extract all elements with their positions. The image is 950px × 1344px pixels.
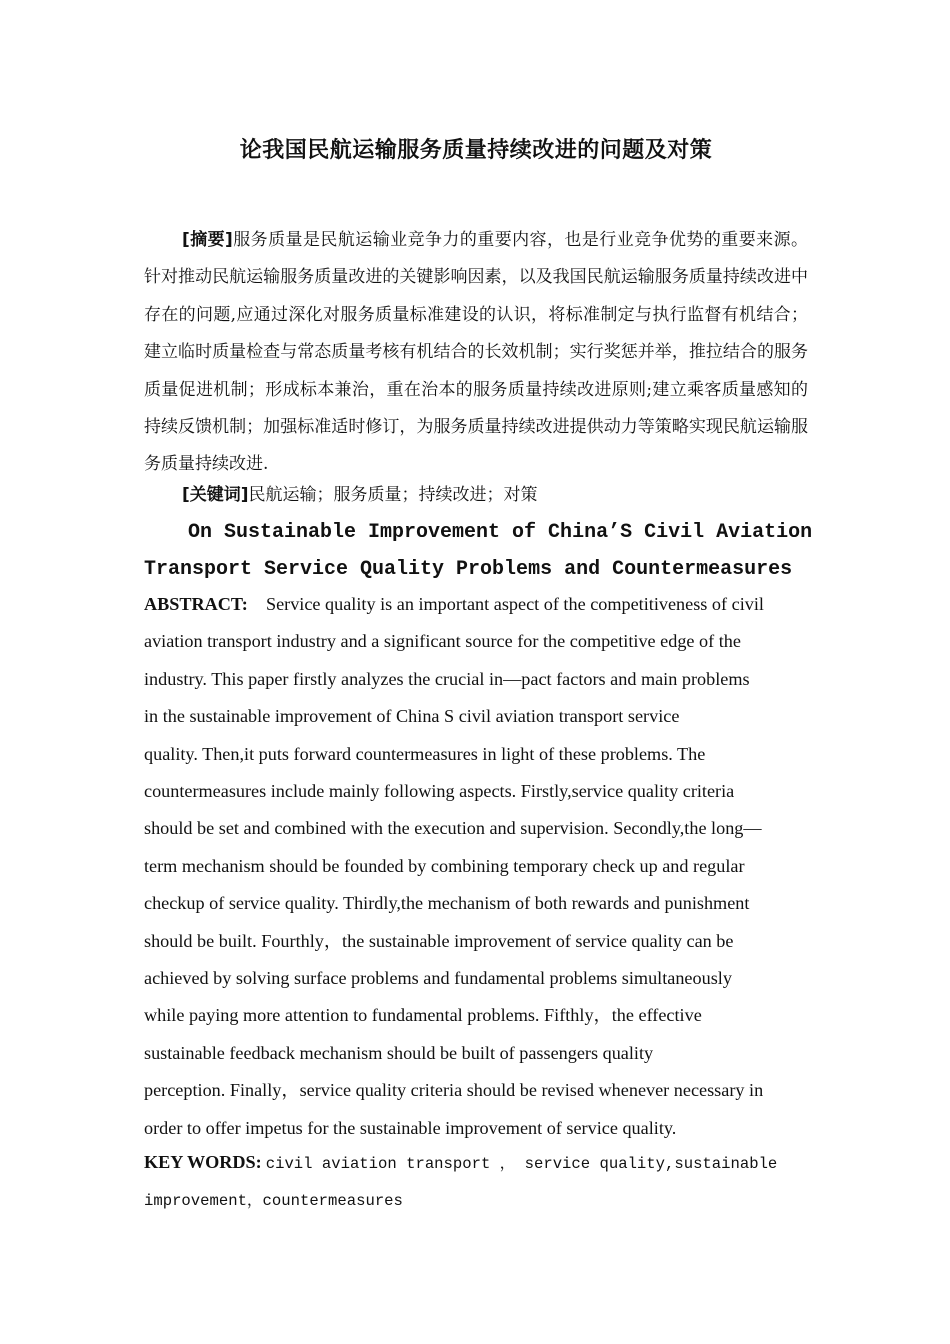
english-abstract-line: in the sustainable improvement of China S civil aviation transport service (144, 706, 680, 727)
english-abstract-line: checkup of service quality. Thirdly,the mechanism of both rewards and punishment (144, 893, 750, 914)
english-keywords (144, 1144, 808, 1221)
english-abstract-text: Service quality is an important aspect of the competitiveness of civil (265, 594, 764, 614)
english-abstract-line: sustainable feedback mechanism should be built of passengers quality (144, 1042, 654, 1063)
chinese-keywords (144, 477, 808, 514)
english-abstract-line: while paying more attention to fundamental problems. Fifthly，the effective (144, 1005, 702, 1026)
english-keywords-text: civil aviation transport ， service quality,sustainable (265, 1155, 778, 1173)
english-title-line-2: Transport Service Quality Problems and Countermeasures (144, 558, 793, 582)
english-abstract (144, 586, 808, 1147)
chinese-title: 论我国民航运输服务质量持续改进的问题及对策 (239, 138, 713, 163)
english-abstract-line: should be set and combined with the execution and supervision. Secondly,the long— (144, 818, 762, 839)
english-abstract-line: achieved by solving surface problems and fundamental problems simultaneously (144, 968, 732, 989)
english-keywords-line-1 (144, 1144, 808, 1183)
english-abstract-label: ABSTRACT: (144, 594, 248, 614)
english-title-line-1: On Sustainable Improvement of China’S Civil Aviation (188, 521, 813, 544)
english-abstract-line: countermeasures include mainly following aspects. Firstly,service quality criteria (144, 781, 735, 802)
chinese-abstract (144, 222, 808, 484)
english-abstract-line: quality. Then,it puts forward countermeasures in light of these problems. The (144, 743, 706, 764)
english-abstract-line: order to offer impetus for the sustainable improvement of service quality. (144, 1117, 677, 1138)
chinese-keywords-text: 民航运输；服务质量；持续改进；对策 (248, 485, 538, 505)
english-title (144, 514, 813, 589)
english-abstract-line: term mechanism should be founded by combining temporary check up and regular (144, 855, 745, 876)
chinese-keywords-label: [关键词] (182, 485, 249, 505)
english-abstract-line: aviation transport industry and a significant source for the competitive edge of the (144, 631, 741, 652)
english-abstract-line: industry. This paper firstly analyzes the crucial in—pact factors and main problems (144, 668, 750, 689)
english-abstract-line: perception. Finally，service quality criteria should be revised whenever necessary in (144, 1080, 764, 1101)
english-keywords-label: KEY WORDS: (144, 1152, 262, 1172)
english-abstract-line (144, 586, 808, 623)
chinese-abstract-label: [摘要] (182, 230, 233, 250)
chinese-abstract-text: 服务质量是民航运输业竞争力的重要内容，也是行业竞争优势的重要来源。针对推动民航运输服务质量改进的关键影响因素，以及我国民航运输服务质量持续改进中存在的问题,应通过深化对服务质量标准建设的认识，将标准制定与执行监督有机结合；建立临时质量检查与常态质量考核有机结合的长效机制；实行奖惩并举，推拉结合的服务质量促进机制；形成标本兼治，重在治本的服务质量持续改进原则;建立乘客质量感知的持续反馈机制；加强标准适时修订，为服务质量持续改进提供动力等策略实现民航运输服务质量持续改进. (144, 230, 808, 475)
english-abstract-line: should be built. Fourthly，the sustainable improvement of service quality can be (144, 930, 734, 951)
english-keywords-line-2: improvement，countermeasures (144, 1192, 403, 1211)
